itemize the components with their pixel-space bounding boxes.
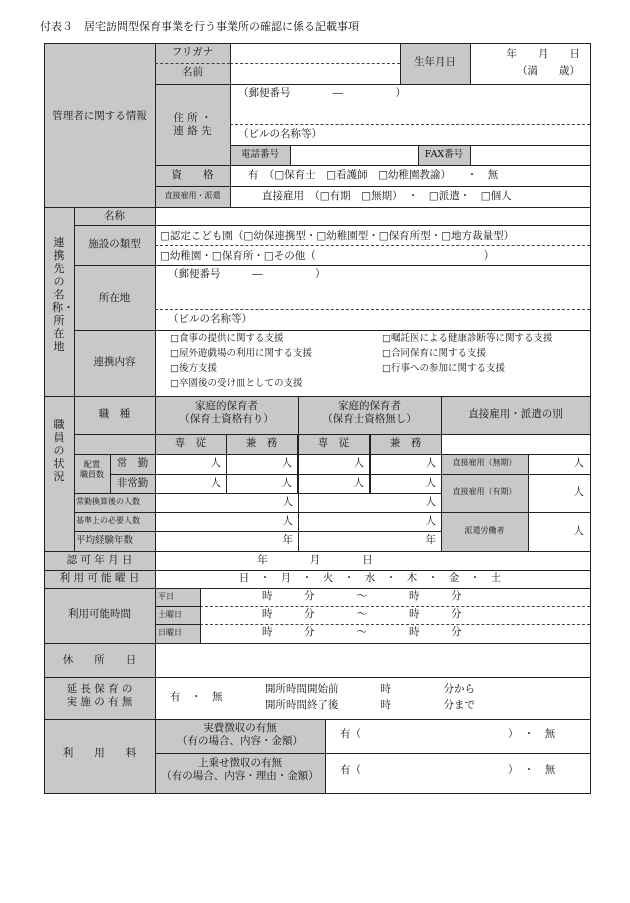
age-value: （満 歳）: [517, 65, 580, 77]
hours-day-text: 日曜日: [158, 628, 182, 637]
partner-content-option: □合同保育に関する支援: [382, 348, 486, 359]
fee-row2-text: 上乗せ徴収の有無 （有の場合、内容・理由・金額）: [161, 757, 319, 783]
fee-row1-value: 有（ ） ・ 無: [340, 728, 556, 740]
approval-date-value: 年 月 日: [257, 554, 373, 566]
partner-content-option: □卒園後の受け皿としての支援: [170, 378, 303, 389]
unit-person: 人: [282, 515, 293, 527]
unit-person: 人: [573, 457, 584, 469]
facility-type-line1: □認定こども園（□幼保連携型・□幼稚園型・□保育所型・□地方裁量型）: [160, 230, 515, 242]
partner-content-option: □嘱託医による健康診断等に関する支援: [382, 333, 553, 344]
postal-code-text: （郵便番号 ― ）: [238, 87, 406, 99]
facility-type-line2: □幼稚園・□保育所・□その他（ ）: [160, 250, 495, 262]
col1-header-text: 家庭的保育者 （保育士資格有り）: [179, 400, 274, 426]
partner-location-text: 所在地: [98, 292, 131, 304]
extended-line1: 開所時間開始前 時 分から: [265, 683, 475, 695]
unit-person: 人: [210, 457, 221, 469]
unit-person: 人: [281, 477, 292, 489]
building-name-text: （ビルの名称等）: [238, 128, 322, 140]
emp-type-text: 直接雇用（無期）: [452, 458, 517, 467]
days-text: 利 用 可 能 曜 日: [59, 572, 140, 584]
partner-building-text: （ビルの名称等）: [168, 313, 252, 325]
extended-line2: 開所時間終了後 時 分まで: [265, 699, 475, 711]
subheader-fulltime: 専 従: [174, 437, 207, 449]
partner-name-text: 名称: [104, 210, 125, 222]
tel-label-text: 電話番号: [240, 149, 279, 160]
birth-date-value: 年 月 日: [506, 48, 580, 60]
hours-day-text: 平日: [158, 592, 174, 601]
unit-person: 人: [425, 496, 436, 508]
unit-person: 人: [353, 477, 364, 489]
fax-label-text: FAX番号: [424, 149, 464, 160]
hours-value: 時 分 ～ 時 分: [262, 590, 462, 602]
unit-person: 人: [425, 515, 436, 527]
unit-person: 人: [210, 477, 221, 489]
unit-year: 年: [425, 534, 436, 546]
facility-type-text: 施設の類型: [88, 238, 141, 250]
approval-date-text: 認 可 年 月 日: [66, 554, 133, 566]
unit-person: 人: [281, 457, 292, 469]
col2-header-text: 家庭的保育者 （保育士資格無し）: [322, 400, 417, 426]
unit-person: 人: [425, 457, 436, 469]
unit-person: 人: [573, 524, 584, 537]
birth-date-text: 生年月日: [414, 56, 456, 68]
address-label-text: 住 所 ・ 連 絡 先: [173, 112, 212, 138]
emp-type-text: 直接雇用（有期）: [452, 487, 517, 496]
nonregular-text: 非常勤: [116, 477, 149, 489]
required-text: 基準上の必要人数: [76, 516, 140, 525]
name-label: 名前: [182, 66, 203, 78]
hours-value: 時 分 ～ 時 分: [262, 626, 462, 638]
fees-text: 利 用 料: [62, 747, 137, 759]
extended-choice: 有 ・ 無: [170, 691, 223, 703]
emp-type-text: 派遣労働者: [464, 525, 505, 535]
hours-day-text: 土曜日: [158, 610, 182, 619]
hours-text: 利用可能時間: [68, 608, 131, 620]
partner-content-option: □後方支援: [170, 363, 217, 374]
partner-content-option: □屋外遊戯場の利用に関する支援: [170, 348, 312, 359]
fte-text: 常勤換算後の人数: [76, 497, 140, 506]
partner-content-option: □食事の提供に関する支援: [170, 333, 284, 344]
extended-text: 延 長 保 育 の 実 施 の 有 無: [66, 683, 133, 709]
unit-year: 年: [282, 534, 293, 546]
fee-row1-text: 実費徴収の有無 （有の場合、内容・金額）: [177, 722, 303, 748]
assigned-text: 配置 職員数: [80, 460, 104, 479]
staff-section-title: 職員の状況: [53, 418, 65, 483]
qualification-value: 有 （□保育士 □看護師 □幼稚園教諭） ・ 無: [248, 169, 499, 181]
fee-row2-value: 有（ ） ・ 無: [340, 764, 556, 776]
form-outer-frame: [44, 43, 591, 794]
manager-section-title: 管理者に関する情報: [52, 110, 147, 122]
furigana-label: フリガナ: [171, 46, 214, 58]
partner-content-text: 連携内容: [93, 356, 136, 368]
partner-section-title: 連携先の名称・所在地: [52, 236, 74, 353]
job-type-text: 職 種: [98, 408, 131, 420]
subheader-fulltime: 専 従: [317, 437, 350, 449]
days-value: 日 ・ 月 ・ 火 ・ 水 ・ 木 ・ 金 ・ 土: [238, 572, 502, 584]
qualification-label-text: 資 格: [171, 169, 214, 181]
col3-header-text: 直接雇用・派遣の別: [468, 408, 563, 420]
unit-person: 人: [425, 477, 436, 489]
holidays-text: 休 所 日: [62, 654, 137, 666]
subheader-concurrent: 兼 務: [245, 437, 278, 449]
employment-value: 直接雇用 （□有期 □無期） ・ □派遣・ □個人: [262, 190, 512, 202]
form-title: 付表３ 居宅訪問型保育事業を行う事業所の確認に係る記載事項: [40, 20, 359, 33]
employment-label-text: 直接雇用・派遣: [164, 191, 221, 200]
partner-postal-text: （郵便番号 ― ）: [168, 268, 326, 280]
partner-content-option: □行事への参加に関する支援: [382, 363, 505, 374]
regular-text: 常 勤: [116, 457, 149, 469]
unit-person: 人: [573, 486, 584, 498]
subheader-concurrent: 兼 務: [389, 437, 422, 449]
unit-person: 人: [353, 457, 364, 469]
unit-person: 人: [282, 496, 293, 508]
experience-text: 平均経験年数: [76, 535, 134, 546]
hours-value: 時 分 ～ 時 分: [262, 608, 462, 620]
